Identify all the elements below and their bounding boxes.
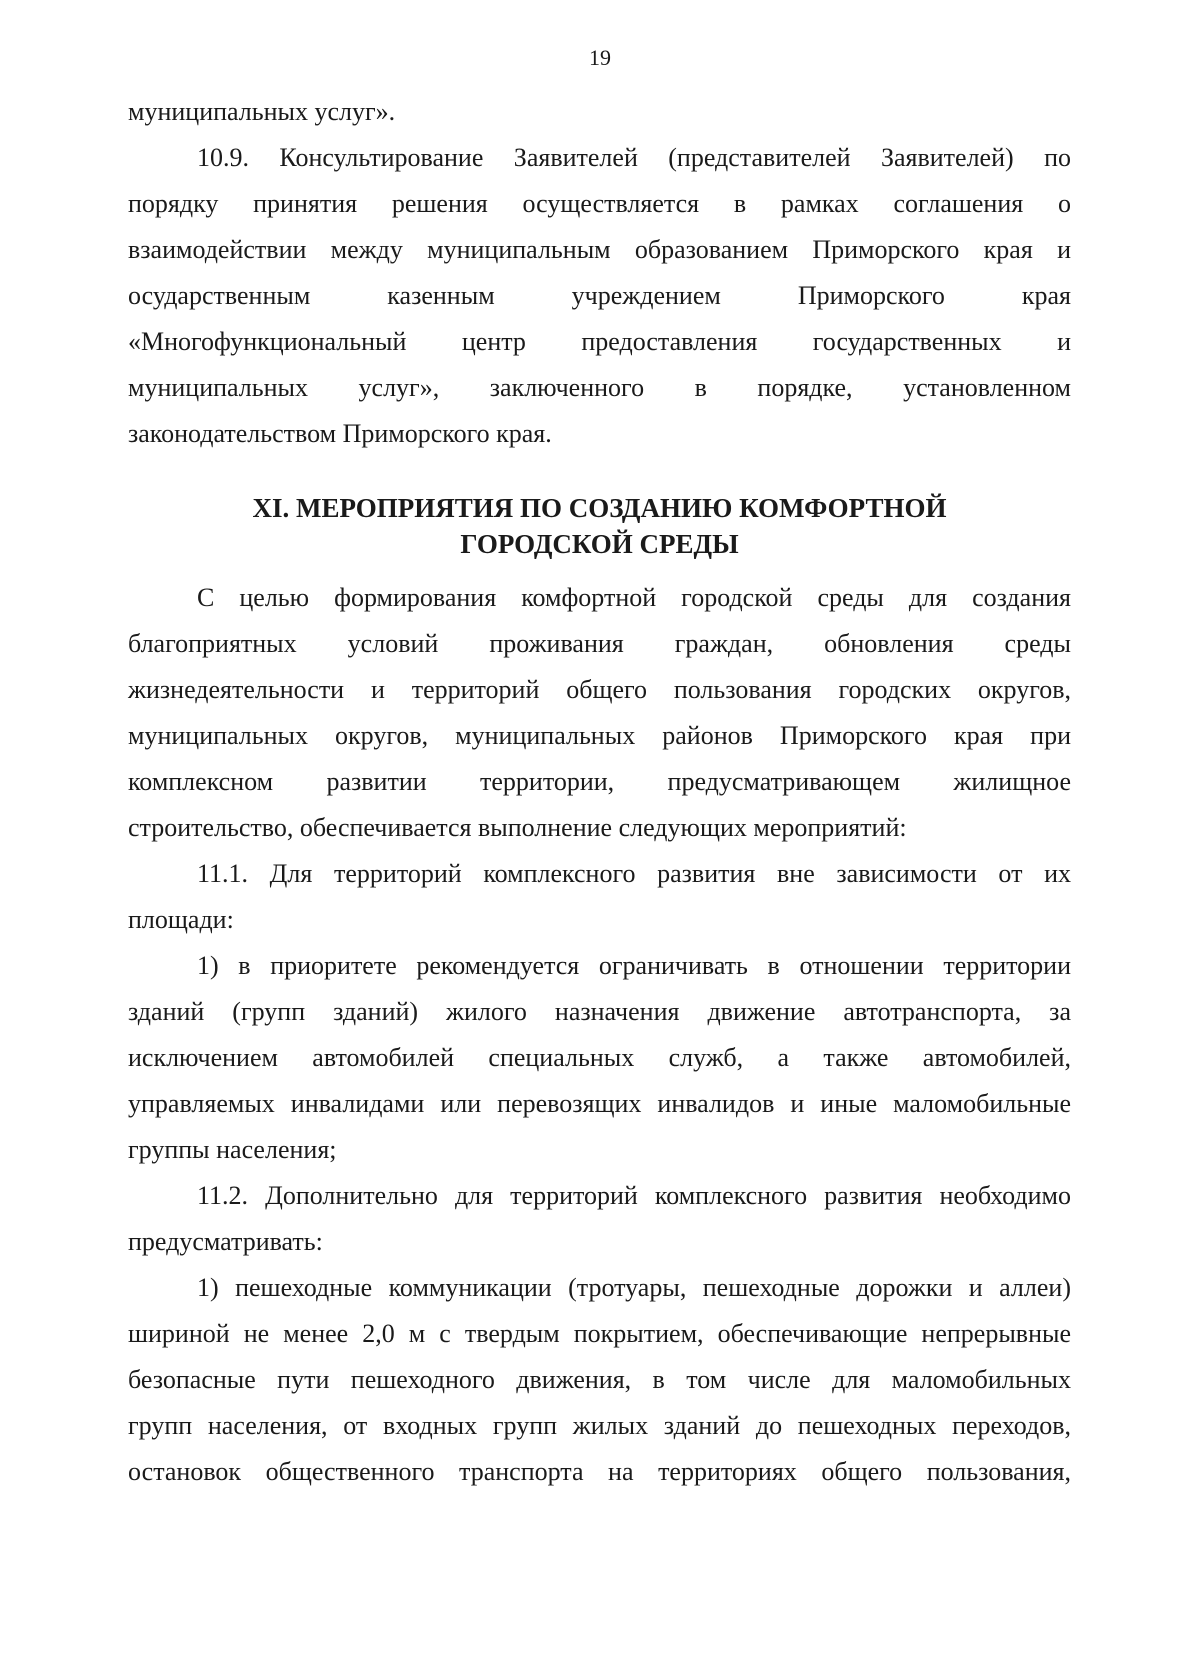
text-line: предусматривать:	[128, 1227, 323, 1256]
text-line: групп населения, от входных групп жилых зданий до пешеходных переходов,	[128, 1411, 1071, 1440]
text-line: группы населения;	[128, 1135, 337, 1164]
text-line: шириной не менее 2,0 м с твердым покрытием, обеспечивающие непрерывные	[128, 1319, 1071, 1348]
text-line: осударственным казенным учреждением Приморского края	[128, 281, 1071, 310]
text-line: благоприятных условий проживания граждан, обновления среды	[128, 629, 1071, 658]
page-number: 19	[589, 45, 611, 70]
text-line: муниципальных услуг», заключенного в порядке, установленном	[128, 373, 1071, 402]
text-line: порядку принятия решения осуществляется в рамках соглашения о	[128, 189, 1071, 218]
section-heading-line: ГОРОДСКОЙ СРЕДЫ	[460, 529, 739, 559]
text-line: строительство, обеспечивается выполнение следующих мероприятий:	[128, 813, 907, 842]
text-line: законодательством Приморского края.	[128, 419, 552, 448]
text-line: исключением автомобилей специальных служб, а также автомобилей,	[128, 1043, 1071, 1072]
text-line: С целью формирования комфортной городской среды для создания	[197, 583, 1071, 612]
text-line: 11.1. Для территорий комплексного развития вне зависимости от их	[197, 859, 1071, 888]
section-10-tail	[128, 92, 1071, 460]
text-line: муниципальных услуг».	[128, 97, 396, 126]
text-line: безопасные пути пешеходного движения, в том числе для маломобильных	[128, 1365, 1071, 1394]
section-heading	[128, 490, 1071, 562]
text-line: площади:	[128, 905, 234, 934]
text-line: 1) пешеходные коммуникации (тротуары, пешеходные дорожки и аллеи)	[197, 1273, 1071, 1302]
text-line: жизнедеятельности и территорий общего пользования городских округов,	[128, 675, 1071, 704]
text-line: 1) в приоритете рекомендуется ограничивать в отношении территории	[197, 951, 1071, 980]
section-heading-line: XI. МЕРОПРИЯТИЯ ПО СОЗДАНИЮ КОМФОРТНОЙ	[252, 493, 947, 523]
text-line: муниципальных округов, муниципальных районов Приморского края при	[128, 721, 1071, 750]
text-line: 10.9. Консультирование Заявителей (представителей Заявителей) по	[197, 143, 1071, 172]
section-11-body	[128, 578, 1071, 1498]
text-line: зданий (групп зданий) жилого назначения движение автотранспорта, за	[128, 997, 1071, 1026]
text-line: «Многофункциональный центр предоставления государственных и	[128, 327, 1071, 356]
text-line: взаимодействии между муниципальным образованием Приморского края и	[128, 235, 1071, 264]
text-line: комплексном развитии территории, предусматривающем жилищное	[128, 767, 1071, 796]
text-line: управляемых инвалидами или перевозящих инвалидов и иные маломобильные	[128, 1089, 1071, 1118]
text-line: 11.2. Дополнительно для территорий комплексного развития необходимо	[197, 1181, 1071, 1210]
text-line: остановок общественного транспорта на территориях общего пользования,	[128, 1457, 1071, 1486]
